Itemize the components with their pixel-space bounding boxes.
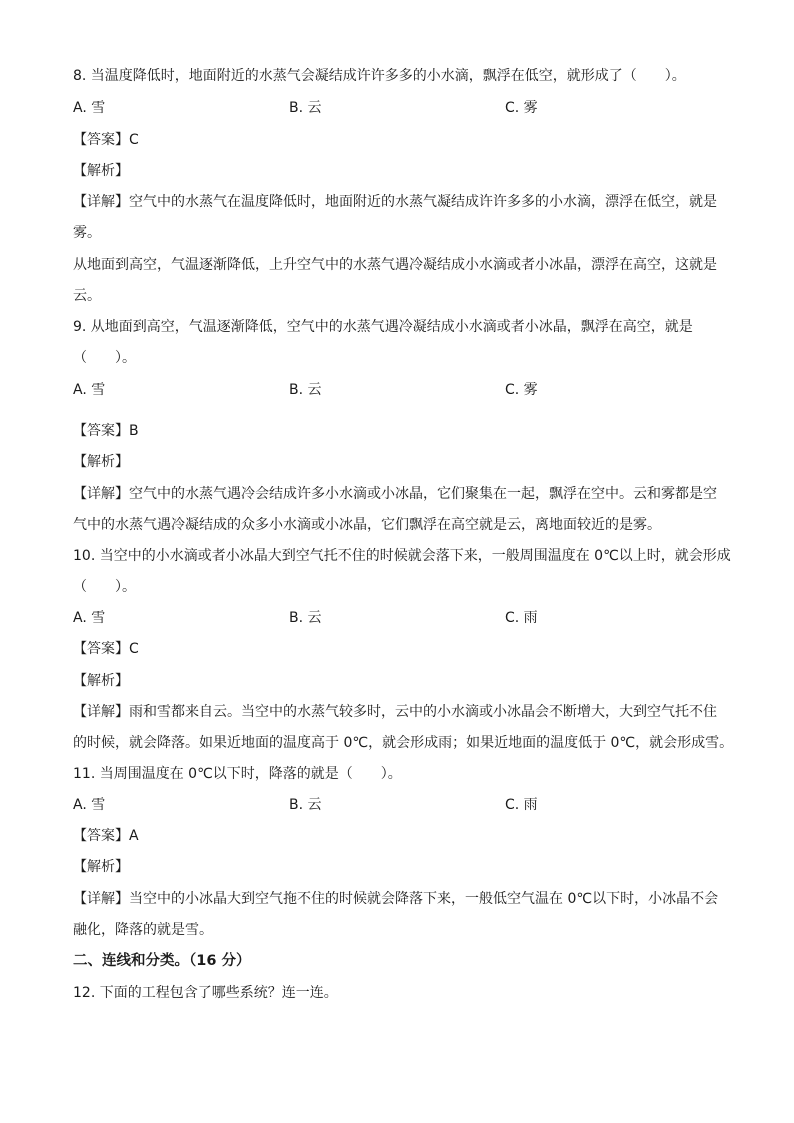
question-11-answer: 【答案】A <box>73 828 139 844</box>
section-2-title: 二、连线和分类。（16 分） <box>73 953 251 969</box>
question-8-detail-line-3: 从地面到高空，气温逐渐降低，上升空气中的水蒸气遇冷凝结成小水滴或者小冰晶，漂浮在高空，这就是 <box>73 257 717 273</box>
question-9-stem-line-2: （ ）。 <box>73 350 136 366</box>
question-10-option-c: C. 雨 <box>505 610 538 626</box>
question-10-detail-line-2: 的时候，就会降落。如果近地面的温度高于 0℃，就会形成雨；如果近地面的温度低于 0℃，就会形成雪。 <box>73 735 734 751</box>
question-11-stem: 11. 当周围温度在 0℃以下时，降落的就是（ ）。 <box>73 766 402 782</box>
question-10-option-a: A. 雪 <box>73 610 106 626</box>
question-10-stem-line-2: （ ）。 <box>73 579 136 595</box>
question-11-option-c: C. 雨 <box>505 797 538 813</box>
question-9-detail-line-1: 【详解】空气中的水蒸气遇冷会结成许多小水滴或小冰晶，它们聚集在一起，飘浮在空中。云和雾都是空 <box>73 486 717 502</box>
question-8-detail-line-4: 云。 <box>73 288 101 304</box>
question-11-option-b: B. 云 <box>289 797 322 813</box>
question-9-detail-line-2: 气中的水蒸气遇冷凝结成的众多小水滴或小冰晶，它们飘浮在高空就是云，离地面较近的是雾。 <box>73 517 661 533</box>
question-10-detail-line-1: 【详解】雨和雪都来自云。当空中的水蒸气较多时，云中的小水滴或小冰晶会不断增大，大到空气托不住 <box>73 704 717 720</box>
question-8-option-c: C. 雾 <box>505 100 538 116</box>
question-9-option-a: A. 雪 <box>73 382 106 398</box>
question-8-stem: 8. 当温度降低时，地面附近的水蒸气会凝结成许许多多的小水滴，飘浮在低空，就形成了（ ）。 <box>73 68 686 84</box>
question-10-answer: 【答案】C <box>73 641 139 657</box>
question-9-stem-line-1: 9. 从地面到高空，气温逐渐降低，空气中的水蒸气遇冷凝结成小水滴或者小冰晶，飘浮在高空，就是 <box>73 319 693 335</box>
question-9-answer: 【答案】B <box>73 423 139 439</box>
question-11-analysis: 【解析】 <box>73 859 129 875</box>
question-10-stem-line-1: 10. 当空中的小水滴或者小冰晶大到空气托不住的时候就会落下来，一般周围温度在 0℃以上时，就会形成 <box>73 548 731 564</box>
question-8-option-a: A. 雪 <box>73 100 106 116</box>
question-11-detail-line-2: 融化，降落的就是雪。 <box>73 922 213 938</box>
question-10-analysis: 【解析】 <box>73 673 129 689</box>
question-12-stem: 12. 下面的工程包含了哪些系统？连一连。 <box>73 985 338 1001</box>
question-8-option-b: B. 云 <box>289 100 322 116</box>
question-8-analysis: 【解析】 <box>73 163 129 179</box>
question-11-detail-line-1: 【详解】当空中的小冰晶大到空气拖不住的时候就会降落下来，一般低空气温在 0℃以下时，小冰晶不会 <box>73 891 719 907</box>
question-9-analysis: 【解析】 <box>73 454 129 470</box>
question-9-option-c: C. 雾 <box>505 382 538 398</box>
question-8-answer: 【答案】C <box>73 132 139 148</box>
question-8-detail-line-1: 【详解】空气中的水蒸气在温度降低时，地面附近的水蒸气凝结成许许多多的小水滴，漂浮在低空，就是 <box>73 194 717 210</box>
question-10-option-b: B. 云 <box>289 610 322 626</box>
question-9-option-b: B. 云 <box>289 382 322 398</box>
question-11-option-a: A. 雪 <box>73 797 106 813</box>
question-8-detail-line-2: 雾。 <box>73 225 101 241</box>
